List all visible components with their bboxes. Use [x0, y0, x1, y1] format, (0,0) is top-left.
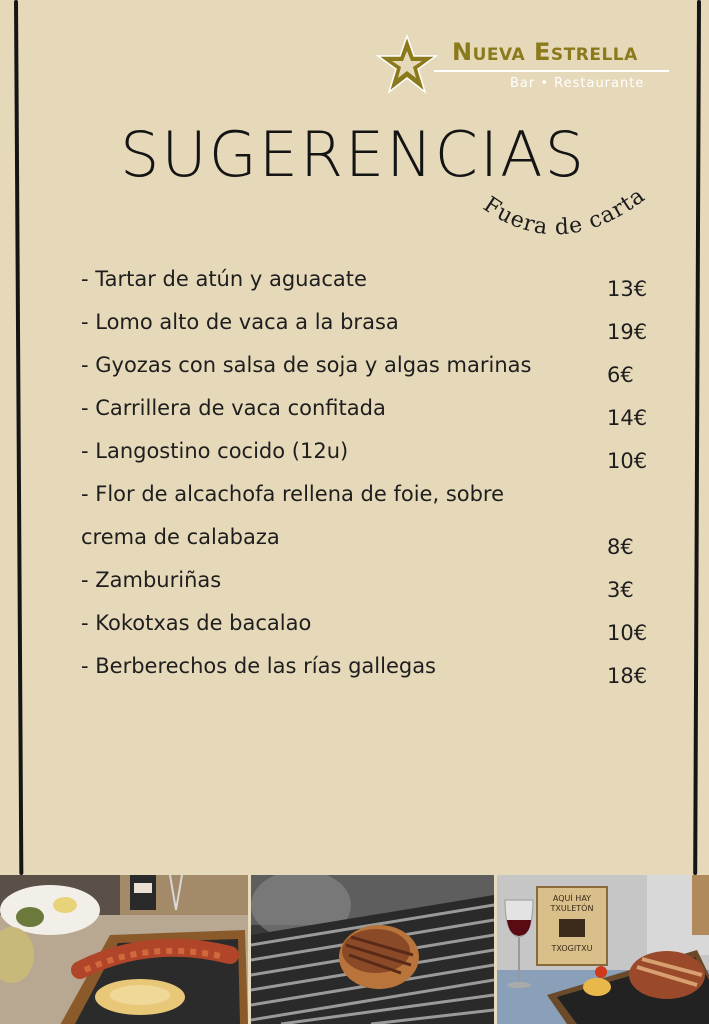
brand-logo	[374, 34, 674, 104]
sign-text-2: TXULETÓN	[550, 904, 594, 913]
page-title: SUGERENCIAS	[120, 118, 586, 191]
dish-name: - Lomo alto de vaca a la brasa	[81, 310, 399, 334]
brand-name: Nueva Estrella	[452, 38, 638, 66]
brand-tagline: Bar • Restaurante	[510, 76, 645, 91]
dish-name: - Gyozas con salsa de soja y algas marinas	[81, 353, 532, 377]
sign-text-3: TXOGITXU	[551, 944, 593, 953]
list-item	[81, 473, 661, 559]
list-item	[81, 602, 661, 645]
page-subtitle: Fuera de carta	[478, 183, 651, 241]
dish-price: 19€	[607, 320, 648, 344]
dish-name: - Flor de alcachofa rellena de foie, sobre crema de calabaza	[81, 482, 505, 549]
right-border-line	[693, 0, 701, 875]
svg-text:Fuera de carta	[479, 183, 651, 240]
dish-name: - Carrillera de vaca confitada	[81, 396, 386, 420]
sign-text-1: AQUÍ HAY	[552, 894, 592, 903]
dish-name: - Langostino cocido (12u)	[81, 439, 349, 463]
menu-list	[81, 258, 661, 688]
list-item	[81, 645, 661, 688]
dish-name: - Kokotxas de bacalao	[81, 611, 312, 635]
left-border-line	[14, 0, 23, 875]
dish-price: 14€	[607, 406, 648, 430]
dish-price: 10€	[607, 449, 648, 473]
subtitle-arc	[470, 150, 680, 270]
star-icon	[374, 34, 440, 96]
octopus-photo	[0, 875, 248, 1024]
list-item	[81, 430, 661, 473]
txuleton-photo	[497, 875, 709, 1024]
dish-name: - Zamburiñas	[81, 568, 222, 592]
dish-price: 8€	[607, 535, 634, 559]
dish-price: 3€	[607, 578, 634, 602]
dish-price: 6€	[607, 363, 634, 387]
dish-price: 18€	[607, 664, 648, 688]
list-item	[81, 559, 661, 602]
grill-steak-photo	[251, 875, 494, 1024]
brand-divider	[434, 70, 669, 72]
dish-name: - Berberechos de las rías gallegas	[81, 654, 437, 678]
list-item	[81, 344, 661, 387]
list-item	[81, 387, 661, 430]
dish-name: - Tartar de atún y aguacate	[81, 267, 367, 291]
list-item	[81, 258, 661, 301]
dish-price: 10€	[607, 621, 648, 645]
photo-strip	[0, 875, 709, 1024]
dish-price: 13€	[607, 277, 648, 301]
list-item	[81, 301, 661, 344]
